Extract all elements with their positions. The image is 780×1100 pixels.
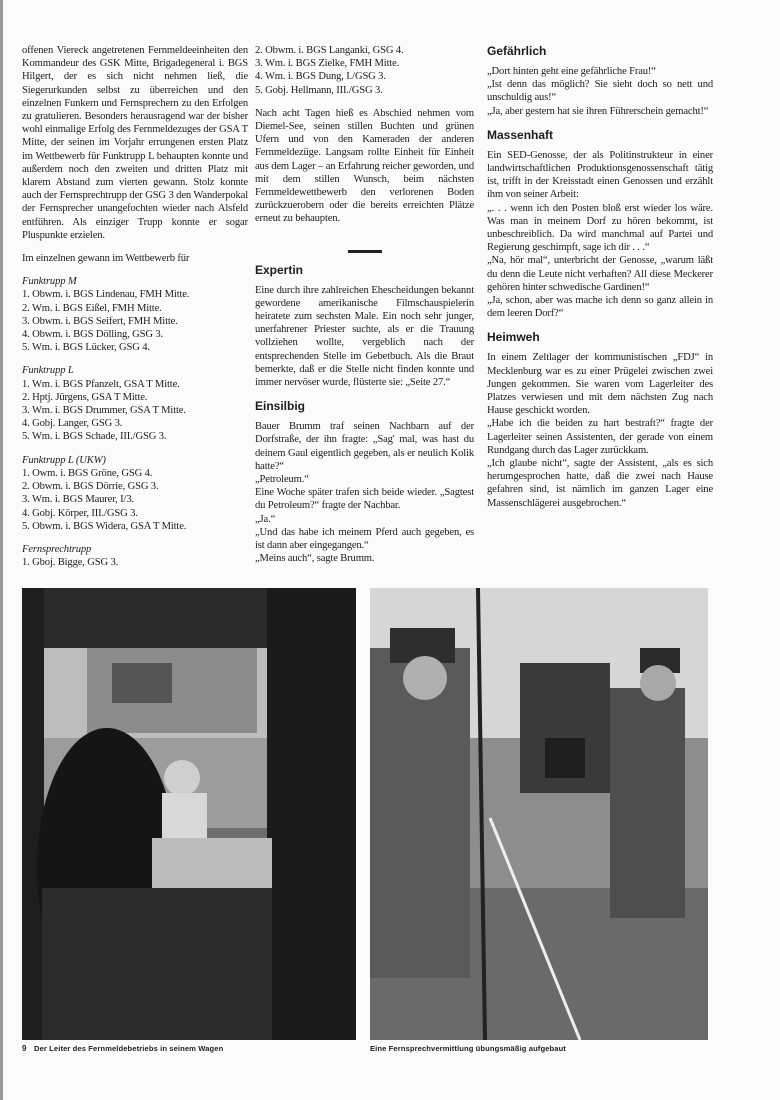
- results-list-item: 2. Obwm. i. BGS Dörrie, GSG 3.: [22, 481, 159, 493]
- section-heading: Einsilbig: [255, 399, 306, 414]
- results-list-item: 4. Gobj. Körper, III./GSG 3.: [22, 507, 138, 519]
- results-list-item: 1. Obwm. i. BGS Lindenau, FMH Mitte.: [22, 289, 190, 301]
- section-paragraph: „Na, hör mal“, unterbricht der Genosse, „warum läßt du denn die Leute nicht verhaften? All diese Meckerer gehören hinter schwedische Gardinen!“: [487, 255, 713, 293]
- caption-right: Eine Fernsprechvermittlung übungsmäßig aufgebaut: [370, 1044, 566, 1053]
- section-heimweh: [487, 330, 713, 509]
- results-groups: [22, 275, 248, 569]
- section-divider: [348, 250, 382, 253]
- results-list-item: 1. Wm. i. BGS Pfanzelt, GSA T Mitte.: [22, 378, 180, 390]
- section-paragraph: „Ja, schon, aber was mache ich denn so ganz allein in dem leeren Dorf?“: [487, 295, 713, 320]
- results-group-title: Funktrupp L: [22, 365, 74, 377]
- section-paragraph: In einem Zeltlager der kommunistischen „FDJ“ in Mecklenburg war es zu einer Prügelei zwischen zwei Jungen gekommen. Sie waren vom Lagerleiter des Platzes verwiesen und mit dem nächsten Zug nach Hause geschickt worden.: [487, 352, 713, 417]
- results-list-item: 2. Hptj. Jürgens, GSA T Mitte.: [22, 391, 148, 403]
- results-list-item: 4. Gobj. Langer, GSG 3.: [22, 418, 123, 430]
- section-paragraph: Eine Woche später trafen sich beide wieder. „Sagtest du Petroleum?“ fragte der Nachbar.: [255, 487, 474, 512]
- results-list-item: 5. Wm. i. BGS Lücker, GSG 4.: [22, 342, 150, 354]
- section-gefaehrlich: [487, 44, 713, 118]
- results-list-item: 5. Wm. i. BGS Schade, III./GSG 3.: [22, 431, 167, 443]
- column-3: [487, 44, 713, 510]
- results-list-item: 1. Gboj. Bigge, GSG 3.: [22, 557, 119, 569]
- results-list-item: 3. Wm. i. BGS Zielke, FMH Mitte.: [255, 58, 400, 70]
- results-group-title: Funktrupp L (UKW): [22, 454, 106, 466]
- section-heading: Expertin: [255, 262, 304, 277]
- section-paragraph: „Ist denn das möglich? Sie sieht doch so nett und unschuldig aus!“: [487, 79, 713, 104]
- section-paragraph: „Meins auch“, sagte Brumm.: [255, 553, 375, 565]
- results-group-title: Fernsprechtrupp: [22, 543, 92, 555]
- section-paragraph: „Ich glaube nicht“, sagte der Assistent, „als es sich herumgesprochen hatte, daß die zwei nach Hause gefahren sind, ist nämlich im ganzen Lager eine Massenschlägerei ausgebrochen.“: [487, 458, 713, 509]
- section-paragraph: „. . . wenn ich den Posten bloß erst wieder los wäre. Was man in meinem Dorf zu hören bekommt, ist unbeschreiblich. Da wird manchmal auf Partei und Regierung geschimpft, sage ich dir . . .“: [487, 202, 713, 254]
- results-list-item: 2. Obwm. i. BGS Langanki, GSG 4.: [255, 45, 404, 56]
- results-list-item: 2. Wm. i. BGS Eißel, FMH Mitte.: [22, 302, 162, 314]
- section-paragraph: „Und das habe ich meinem Pferd auch gegeben, es ist dann aber eingegangen.“: [255, 526, 474, 552]
- results-list-item: 3. Obwm. i. BGS Seifert, FMH Mitte.: [22, 315, 178, 327]
- photo-field-telephone-exchange: [370, 588, 708, 1040]
- page-number: 9: [22, 1044, 27, 1053]
- section-paragraph: „Habe ich die beiden zu hart bestraft?“ fragte der Lagerleiter seinen Assistenten, der gerade von einem Rundgang durch das Lager zurückkam.: [487, 418, 713, 456]
- section-paragraph: „Petroleum.“: [255, 474, 309, 486]
- section-paragraph: Eine durch ihre zahlreichen Ehescheidungen bekannt gewordene amerikanische Filmschauspielerin heiratete zum sechsten Male. Ein noch sehr junger, unerfahrener Priester suchte, als er die Trauung vollziehen wollte, vergeblich nach der entsprechenden Stelle im Gebetbuch. Als die Braut bemerkte, daß er die Stelle nicht finden konnte und immer nervöser wurde, flüsterte sie: „Seite 27.“: [255, 284, 474, 389]
- section-paragraph: Ein SED-Genosse, der als Politinstrukteur in einer landwirtschaftlichen Produktionsgenossenschaft tätig ist, trifft in der Kreisstadt einen Genossen und erzählt ihm von seiner Arbeit:: [487, 149, 713, 201]
- section-paragraph: „Dort hinten geht eine gefährliche Frau!“: [487, 66, 656, 77]
- caption-left: Der Leiter des Fernmeldebetriebs in seinem Wagen: [34, 1044, 224, 1053]
- section-einsilbig: [255, 399, 474, 565]
- results-list-item: 3. Wm. i. BGS Drummer, GSA T Mitte.: [22, 405, 186, 417]
- results-list-item: 1. Owm. i. BGS Gröne, GSG 4.: [22, 467, 153, 479]
- section-paragraph: „Ja, aber gestern hat sie ihren Führerschein gemacht!“: [487, 105, 709, 117]
- closing-paragraph: Nach acht Tagen hieß es Abschied nehmen vom Diemel-See, seinen stillen Buchten und grünen Ufern und von den Kameraden der anderen Fernmeldezüge. Langsam rollte Einheit für Einheit aus dem Lager – an Erfahrung reicher geworden, und mit dem stillen Wunsch, beim nächsten Fernmeldewettbewerb den verlorenen Boden zurückzuerobern oder die bereits erreichten Plätze erneut zu behaupten.: [255, 107, 474, 225]
- column-1: [22, 44, 248, 569]
- results-list-item: 4. Wm. i. BGS Dung, I./GSG 3.: [255, 71, 386, 83]
- section-massenhaft: [487, 128, 713, 321]
- intro-paragraph: offenen Viereck angetretenen Fernmeldeeinheiten den Kommandeur des GSK Mitte, Brigadegeneral i. BGS Hilgert, der es sich nicht nehmen ließ, die Siegerurkunden selbst zu überreichen und den einzelnen Funkern und Fernsprechern zu den Erfolgen zu gratulieren. Besonders herausragend war der bisher wohl einmalige Erfolg des Fernmeldezuges der GSA T Mitte, der seinen im Vorjahr errungenen ersten Platz im Wettbewerb für Funktrupp L behaupten konnte und außerdem noch den zweiten und dritten Platz mit klarem Abstand zum vierten gewann. Stolz konnte auch der Fernsprechtrupp der GSG 3 den Wanderpokal der Fernsprecher unangefochten wieder nach Alsfeld entführen. Als einziger Trupp konnte er sogar Pluspunkte erzielen.: [22, 45, 248, 241]
- section-expertin: [255, 263, 474, 390]
- column-2: [255, 44, 474, 566]
- results-list-item: 3. Wm. i. BGS Maurer, I/3.: [22, 494, 134, 506]
- results-list-item: 5. Gobj. Hellmann, III./GSG 3.: [255, 84, 383, 96]
- section-heading: Heimweh: [487, 330, 540, 345]
- results-list-item: 4. Obwm. i. BGS Dölling, GSG 3.: [22, 329, 164, 341]
- section-paragraph: „Ja.“: [255, 513, 276, 525]
- section-heading: Gefährlich: [487, 44, 547, 58]
- section-heading: Massenhaft: [487, 127, 554, 142]
- section-paragraph: Bauer Brumm traf seinen Nachbarn auf der Dorfstraße, der ihn fragte: „Sag' mal, was hast du deinem Gaul eigentlich gegeben, als er neulich Kolik hatte?“: [255, 421, 474, 472]
- results-list-item: 5. Obwm. i. BGS Widera, GSA T Mitte.: [22, 520, 187, 532]
- scan-edge: [0, 0, 3, 1100]
- fernsprech-list-continued: [255, 44, 474, 97]
- results-group-title: Funktrupp M: [22, 276, 77, 288]
- results-lead: Im einzelnen gewann im Wettbewerb für: [22, 253, 190, 265]
- photo-leader-in-vehicle: [22, 588, 356, 1040]
